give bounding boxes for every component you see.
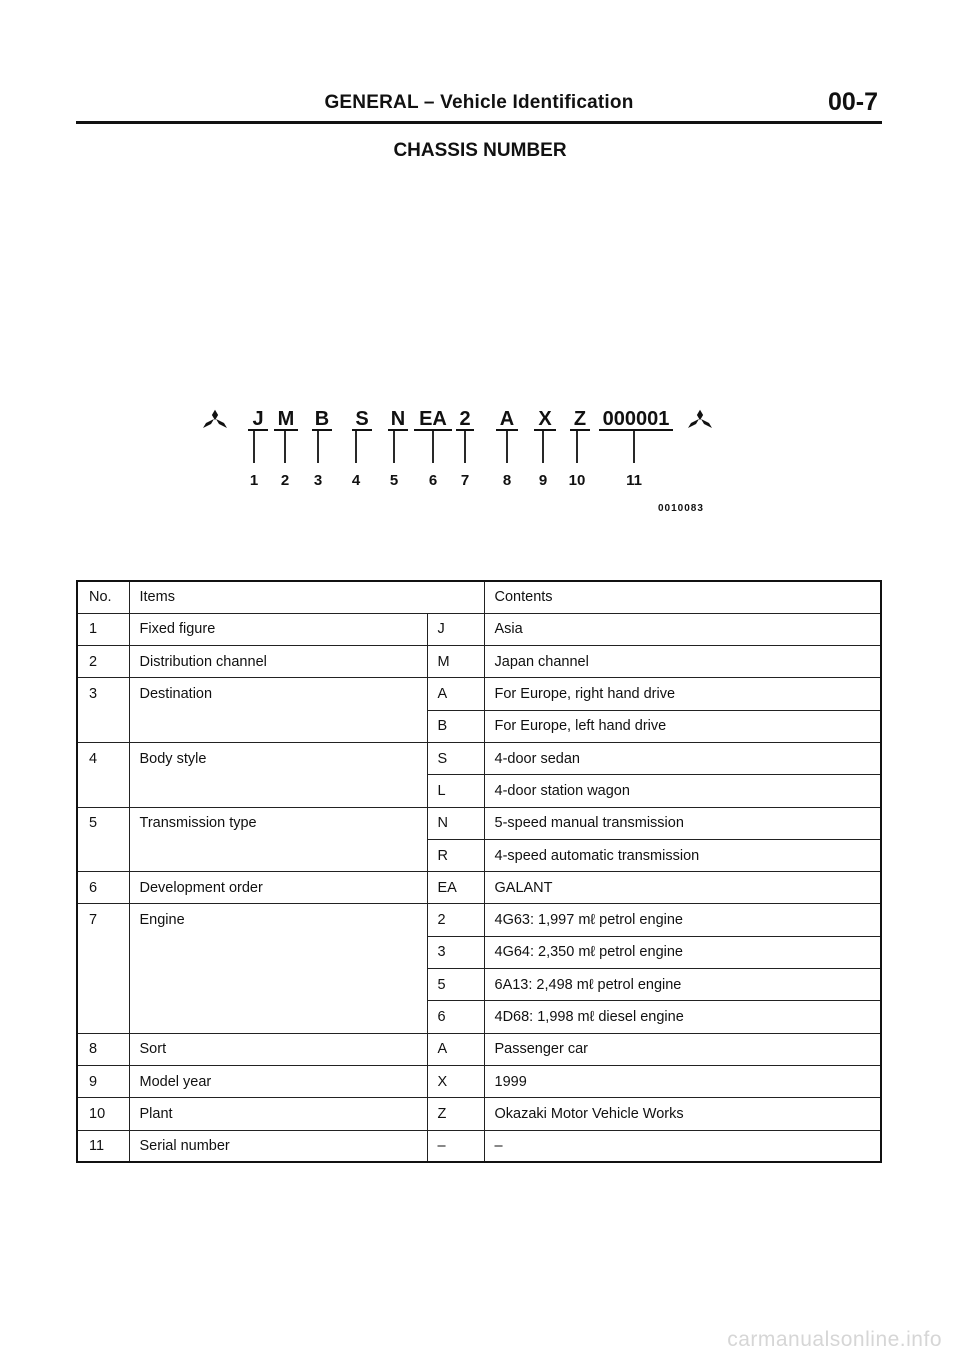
vin-character: J [252,408,264,430]
cell-code: 5 [427,969,484,1001]
table-row [77,678,881,710]
table-row [77,1033,881,1065]
vin-character: B [314,408,330,430]
cell-no: 7 [77,904,129,936]
table-row [77,1098,881,1130]
cell-item: Transmission type [129,807,427,839]
cell-item: Sort [129,1033,427,1065]
cell-item: Engine [129,904,427,936]
vin-character: 000001 [602,408,670,430]
cell-code: M [427,646,484,678]
cell-no: 1 [77,613,129,645]
cell-content: 6A13: 2,498 mℓ petrol engine [484,969,881,1001]
cell-content: Passenger car [484,1033,881,1065]
chassis-number-table [76,580,882,1163]
cell-content: Japan channel [484,646,881,678]
cell-code: X [427,1065,484,1097]
cell-content: Okazaki Motor Vehicle Works [484,1098,881,1130]
cell-no: 9 [77,1065,129,1097]
vin-character: M [277,408,295,430]
table-row [77,839,881,871]
cell-content: 1999 [484,1065,881,1097]
vin-position-number: 8 [502,472,512,489]
cell-code: B [427,710,484,742]
cell-code: N [427,807,484,839]
cell-no: 4 [77,742,129,774]
page-number: 00-7 [827,88,878,116]
cell-no [77,710,129,742]
chassis-number-diagram [0,395,960,545]
vin-character: X [538,408,552,430]
figure-code: 0010083 [658,503,704,514]
cell-item: Distribution channel [129,646,427,678]
cell-item [129,1001,427,1033]
cell-content: 4-door station wagon [484,775,881,807]
table-row [77,1065,881,1097]
vin-position-number: 10 [568,472,586,489]
cell-no: 3 [77,678,129,710]
vin-character: EA [419,408,447,430]
cell-code: Z [427,1098,484,1130]
cell-item [129,969,427,1001]
table-row [77,742,881,774]
cell-content: – [484,1130,881,1162]
header-items: Items [129,581,484,613]
cell-content: 4-door sedan [484,742,881,774]
cell-item [129,936,427,968]
vin-position-number: 2 [280,472,290,489]
cell-item: Development order [129,872,427,904]
cell-no: 11 [77,1130,129,1162]
table-row [77,1001,881,1033]
cell-no: 6 [77,872,129,904]
table-row [77,775,881,807]
section-title: CHASSIS NUMBER [393,140,567,161]
vin-position-number: 3 [313,472,323,489]
cell-item [129,839,427,871]
table-row [77,904,881,936]
cell-content: 4G63: 1,997 mℓ petrol engine [484,904,881,936]
cell-code: – [427,1130,484,1162]
vin-character: A [499,408,515,430]
cell-code: A [427,1033,484,1065]
cell-content: 4D68: 1,998 mℓ diesel engine [484,1001,881,1033]
header-title: GENERAL – Vehicle Identification [324,92,634,113]
page-header [76,88,882,122]
cell-no: 2 [77,646,129,678]
vin-character: 2 [459,408,471,430]
table-row [77,807,881,839]
cell-no: 8 [77,1033,129,1065]
cell-content: 5-speed manual transmission [484,807,881,839]
vin-position-number: 5 [389,472,399,489]
cell-no: 5 [77,807,129,839]
cell-no: 10 [77,1098,129,1130]
vin-character: N [390,408,406,430]
cell-item: Serial number [129,1130,427,1162]
cell-content: 4-speed automatic transmission [484,839,881,871]
table-header-row [77,581,881,613]
cell-content: 4G64: 2,350 mℓ petrol engine [484,936,881,968]
cell-item: Body style [129,742,427,774]
cell-no [77,936,129,968]
cell-content: For Europe, right hand drive [484,678,881,710]
header-no: No. [77,581,129,613]
cell-code: S [427,742,484,774]
cell-item: Model year [129,1065,427,1097]
cell-item: Fixed figure [129,613,427,645]
vin-position-number: 4 [351,472,361,489]
vin-position-number: 1 [249,472,259,489]
header-contents: Contents [484,581,881,613]
vin-character: Z [573,408,587,430]
cell-code: R [427,839,484,871]
cell-item [129,775,427,807]
cell-no [77,1001,129,1033]
table-row [77,1130,881,1162]
table-row [77,710,881,742]
header-rule [76,121,882,124]
cell-code: EA [427,872,484,904]
vin-position-number: 9 [538,472,548,489]
cell-code: J [427,613,484,645]
cell-no [77,839,129,871]
cell-content: For Europe, left hand drive [484,710,881,742]
vin-position-number: 7 [460,472,470,489]
table-row [77,969,881,1001]
watermark: carmanualsonline.info [727,1328,942,1351]
cell-content: GALANT [484,872,881,904]
mitsubishi-logo-icon [688,410,712,428]
cell-item: Plant [129,1098,427,1130]
cell-content: Asia [484,613,881,645]
table-row [77,936,881,968]
cell-item [129,710,427,742]
cell-code: A [427,678,484,710]
vin-character: S [355,408,369,430]
cell-code: L [427,775,484,807]
table-row [77,646,881,678]
cell-code: 2 [427,904,484,936]
table-row [77,613,881,645]
cell-no [77,969,129,1001]
cell-code: 6 [427,1001,484,1033]
vin-position-number: 11 [626,472,642,489]
mitsubishi-logo-icon [203,410,227,428]
vin-diagram-svg [0,395,960,505]
cell-item: Destination [129,678,427,710]
cell-no [77,775,129,807]
vin-position-number: 6 [428,472,438,489]
cell-code: 3 [427,936,484,968]
table-row [77,872,881,904]
